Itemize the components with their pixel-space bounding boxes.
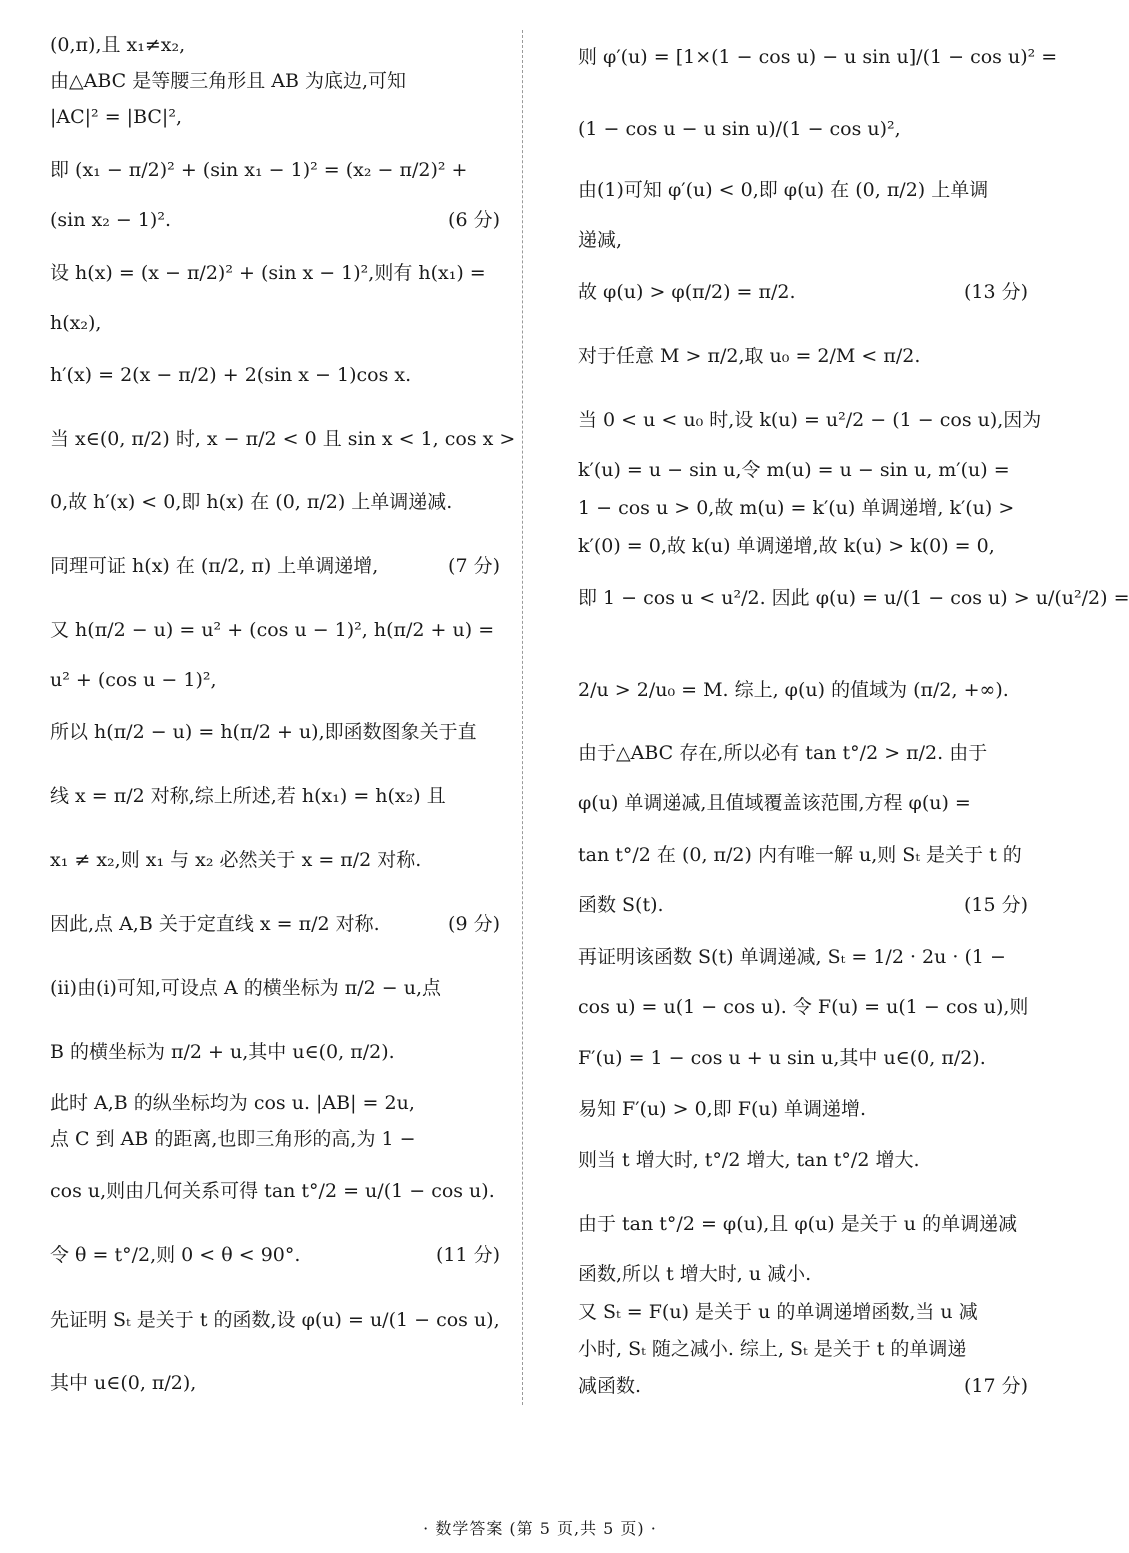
- solution-line: 由于 tan t°/2 = φ(u),且 φ(u) 是关于 u 的单调递减: [578, 1213, 1018, 1235]
- solution-line: 2/u > 2/u₀ = M. 综上, φ(u) 的值域为 (π/2, +∞).: [578, 679, 1009, 701]
- solution-line: tan t°/2 在 (0, π/2) 内有唯一解 u,则 Sₜ 是关于 t 的: [578, 844, 1022, 866]
- solution-line: 此时 A,B 的纵坐标均为 cos u. |AB| = 2u,: [50, 1092, 415, 1114]
- solution-line: 所以 h(π/2 − u) = h(π/2 + u),即函数图象关于直: [50, 721, 477, 743]
- solution-line: h′(x) = 2(x − π/2) + 2(sin x − 1)cos x.: [50, 364, 412, 386]
- solution-line: 又 Sₜ = F(u) 是关于 u 的单调递增函数,当 u 减: [578, 1301, 978, 1323]
- solution-line: 当 0 < u < u₀ 时,设 k(u) = u²/2 − (1 − cos u),因为: [578, 409, 1042, 431]
- solution-line: 对于任意 M > π/2,取 u₀ = 2/M < π/2.: [578, 345, 921, 367]
- solution-line: 其中 u∈(0, π/2),: [50, 1372, 197, 1394]
- solution-line: F′(u) = 1 − cos u + u sin u,其中 u∈(0, π/2).: [578, 1047, 986, 1069]
- solution-line: 同理可证 h(x) 在 (π/2, π) 上单调递增,: [50, 555, 379, 577]
- solution-line: 减函数.: [578, 1375, 642, 1397]
- solution-line: 则 φ′(u) = [1×(1 − cos u) − u sin u]/(1 − cos u)² =: [578, 46, 1058, 68]
- solution-line: x₁ ≠ x₂,则 x₁ 与 x₂ 必然关于 x = π/2 对称.: [50, 849, 422, 871]
- solution-line: cos u) = u(1 − cos u). 令 F(u) = u(1 − cos u),则: [578, 996, 1029, 1018]
- solution-line: 函数,所以 t 增大时, u 减小.: [578, 1263, 812, 1285]
- solution-line: (sin x₂ − 1)².: [50, 209, 172, 231]
- score-mark: (13 分): [963, 281, 1028, 303]
- solution-line: 先证明 Sₜ 是关于 t 的函数,设 φ(u) = u/(1 − cos u),: [50, 1309, 500, 1331]
- score-mark: (9 分): [448, 913, 500, 935]
- score-mark: (6 分): [448, 209, 500, 231]
- solution-line: B 的横坐标为 π/2 + u,其中 u∈(0, π/2).: [50, 1041, 395, 1063]
- solution-line: |AC|² = |BC|²,: [50, 106, 182, 128]
- solution-line: 递减,: [578, 229, 623, 251]
- solution-line: 则当 t 增大时, t°/2 增大, tan t°/2 增大.: [578, 1149, 920, 1171]
- solution-line: 故 φ(u) > φ(π/2) = π/2.: [578, 281, 796, 303]
- solution-line: 令 θ = t°/2,则 0 < θ < 90°.: [50, 1244, 301, 1266]
- solution-line: (ii)由(i)可知,可设点 A 的横坐标为 π/2 − u,点: [50, 977, 442, 999]
- solution-line: 由(1)可知 φ′(u) < 0,即 φ(u) 在 (0, π/2) 上单调: [578, 179, 989, 201]
- solution-line: u² + (cos u − 1)²,: [50, 669, 217, 691]
- solution-line: 函数 S(t).: [578, 894, 664, 916]
- solution-line: k′(0) = 0,故 k(u) 单调递增,故 k(u) > k(0) = 0,: [578, 535, 995, 557]
- score-mark: (17 分): [963, 1375, 1028, 1397]
- solution-line: (1 − cos u − u sin u)/(1 − cos u)²,: [578, 118, 901, 140]
- solution-line: 又 h(π/2 − u) = u² + (cos u − 1)², h(π/2 + u) =: [50, 619, 495, 641]
- solution-line: 小时, Sₜ 随之减小. 综上, Sₜ 是关于 t 的单调递: [578, 1338, 967, 1360]
- solution-line: 0,故 h′(x) < 0,即 h(x) 在 (0, π/2) 上单调递减.: [50, 491, 453, 513]
- solution-line: 设 h(x) = (x − π/2)² + (sin x − 1)²,则有 h(x₁) =: [50, 262, 486, 284]
- solution-line: k′(u) = u − sin u,令 m(u) = u − sin u, m′(u) =: [578, 459, 1010, 481]
- solution-line: 即 1 − cos u < u²/2. 因此 φ(u) = u/(1 − cos u) > u/(u²/2) =: [578, 587, 1129, 609]
- solution-line: 点 C 到 AB 的距离,也即三角形的高,为 1 −: [50, 1128, 416, 1150]
- solution-line: 易知 F′(u) > 0,即 F(u) 单调递增.: [578, 1098, 867, 1120]
- solution-line: 因此,点 A,B 关于定直线 x = π/2 对称.: [50, 913, 380, 935]
- solution-line: φ(u) 单调递减,且值域覆盖该范围,方程 φ(u) =: [578, 792, 971, 814]
- score-mark: (11 分): [435, 1244, 500, 1266]
- solution-line: 当 x∈(0, π/2) 时, x − π/2 < 0 且 sin x < 1, cos x >: [50, 428, 516, 450]
- solution-line: 1 − cos u > 0,故 m(u) = k′(u) 单调递增, k′(u) >: [578, 497, 1015, 519]
- solution-line: 再证明该函数 S(t) 单调递减, Sₜ = 1/2 · 2u · (1 −: [578, 946, 1006, 968]
- solution-line: 线 x = π/2 对称,综上所述,若 h(x₁) = h(x₂) 且: [50, 785, 446, 807]
- column-divider: [522, 30, 523, 1405]
- solution-line: 由于△ABC 存在,所以必有 tan t°/2 > π/2. 由于: [578, 742, 988, 764]
- solution-line: 即 (x₁ − π/2)² + (sin x₁ − 1)² = (x₂ − π/2)² +: [50, 159, 468, 181]
- solution-line: h(x₂),: [50, 312, 102, 334]
- solution-line: 由△ABC 是等腰三角形且 AB 为底边,可知: [50, 70, 407, 92]
- solution-line: (0,π),且 x₁≠x₂,: [50, 34, 186, 56]
- page-footer: · 数学答案 (第 5 页,共 5 页) ·: [423, 1519, 657, 1538]
- score-mark: (15 分): [963, 894, 1028, 916]
- score-mark: (7 分): [448, 555, 500, 577]
- solution-line: cos u,则由几何关系可得 tan t°/2 = u/(1 − cos u).: [50, 1180, 495, 1202]
